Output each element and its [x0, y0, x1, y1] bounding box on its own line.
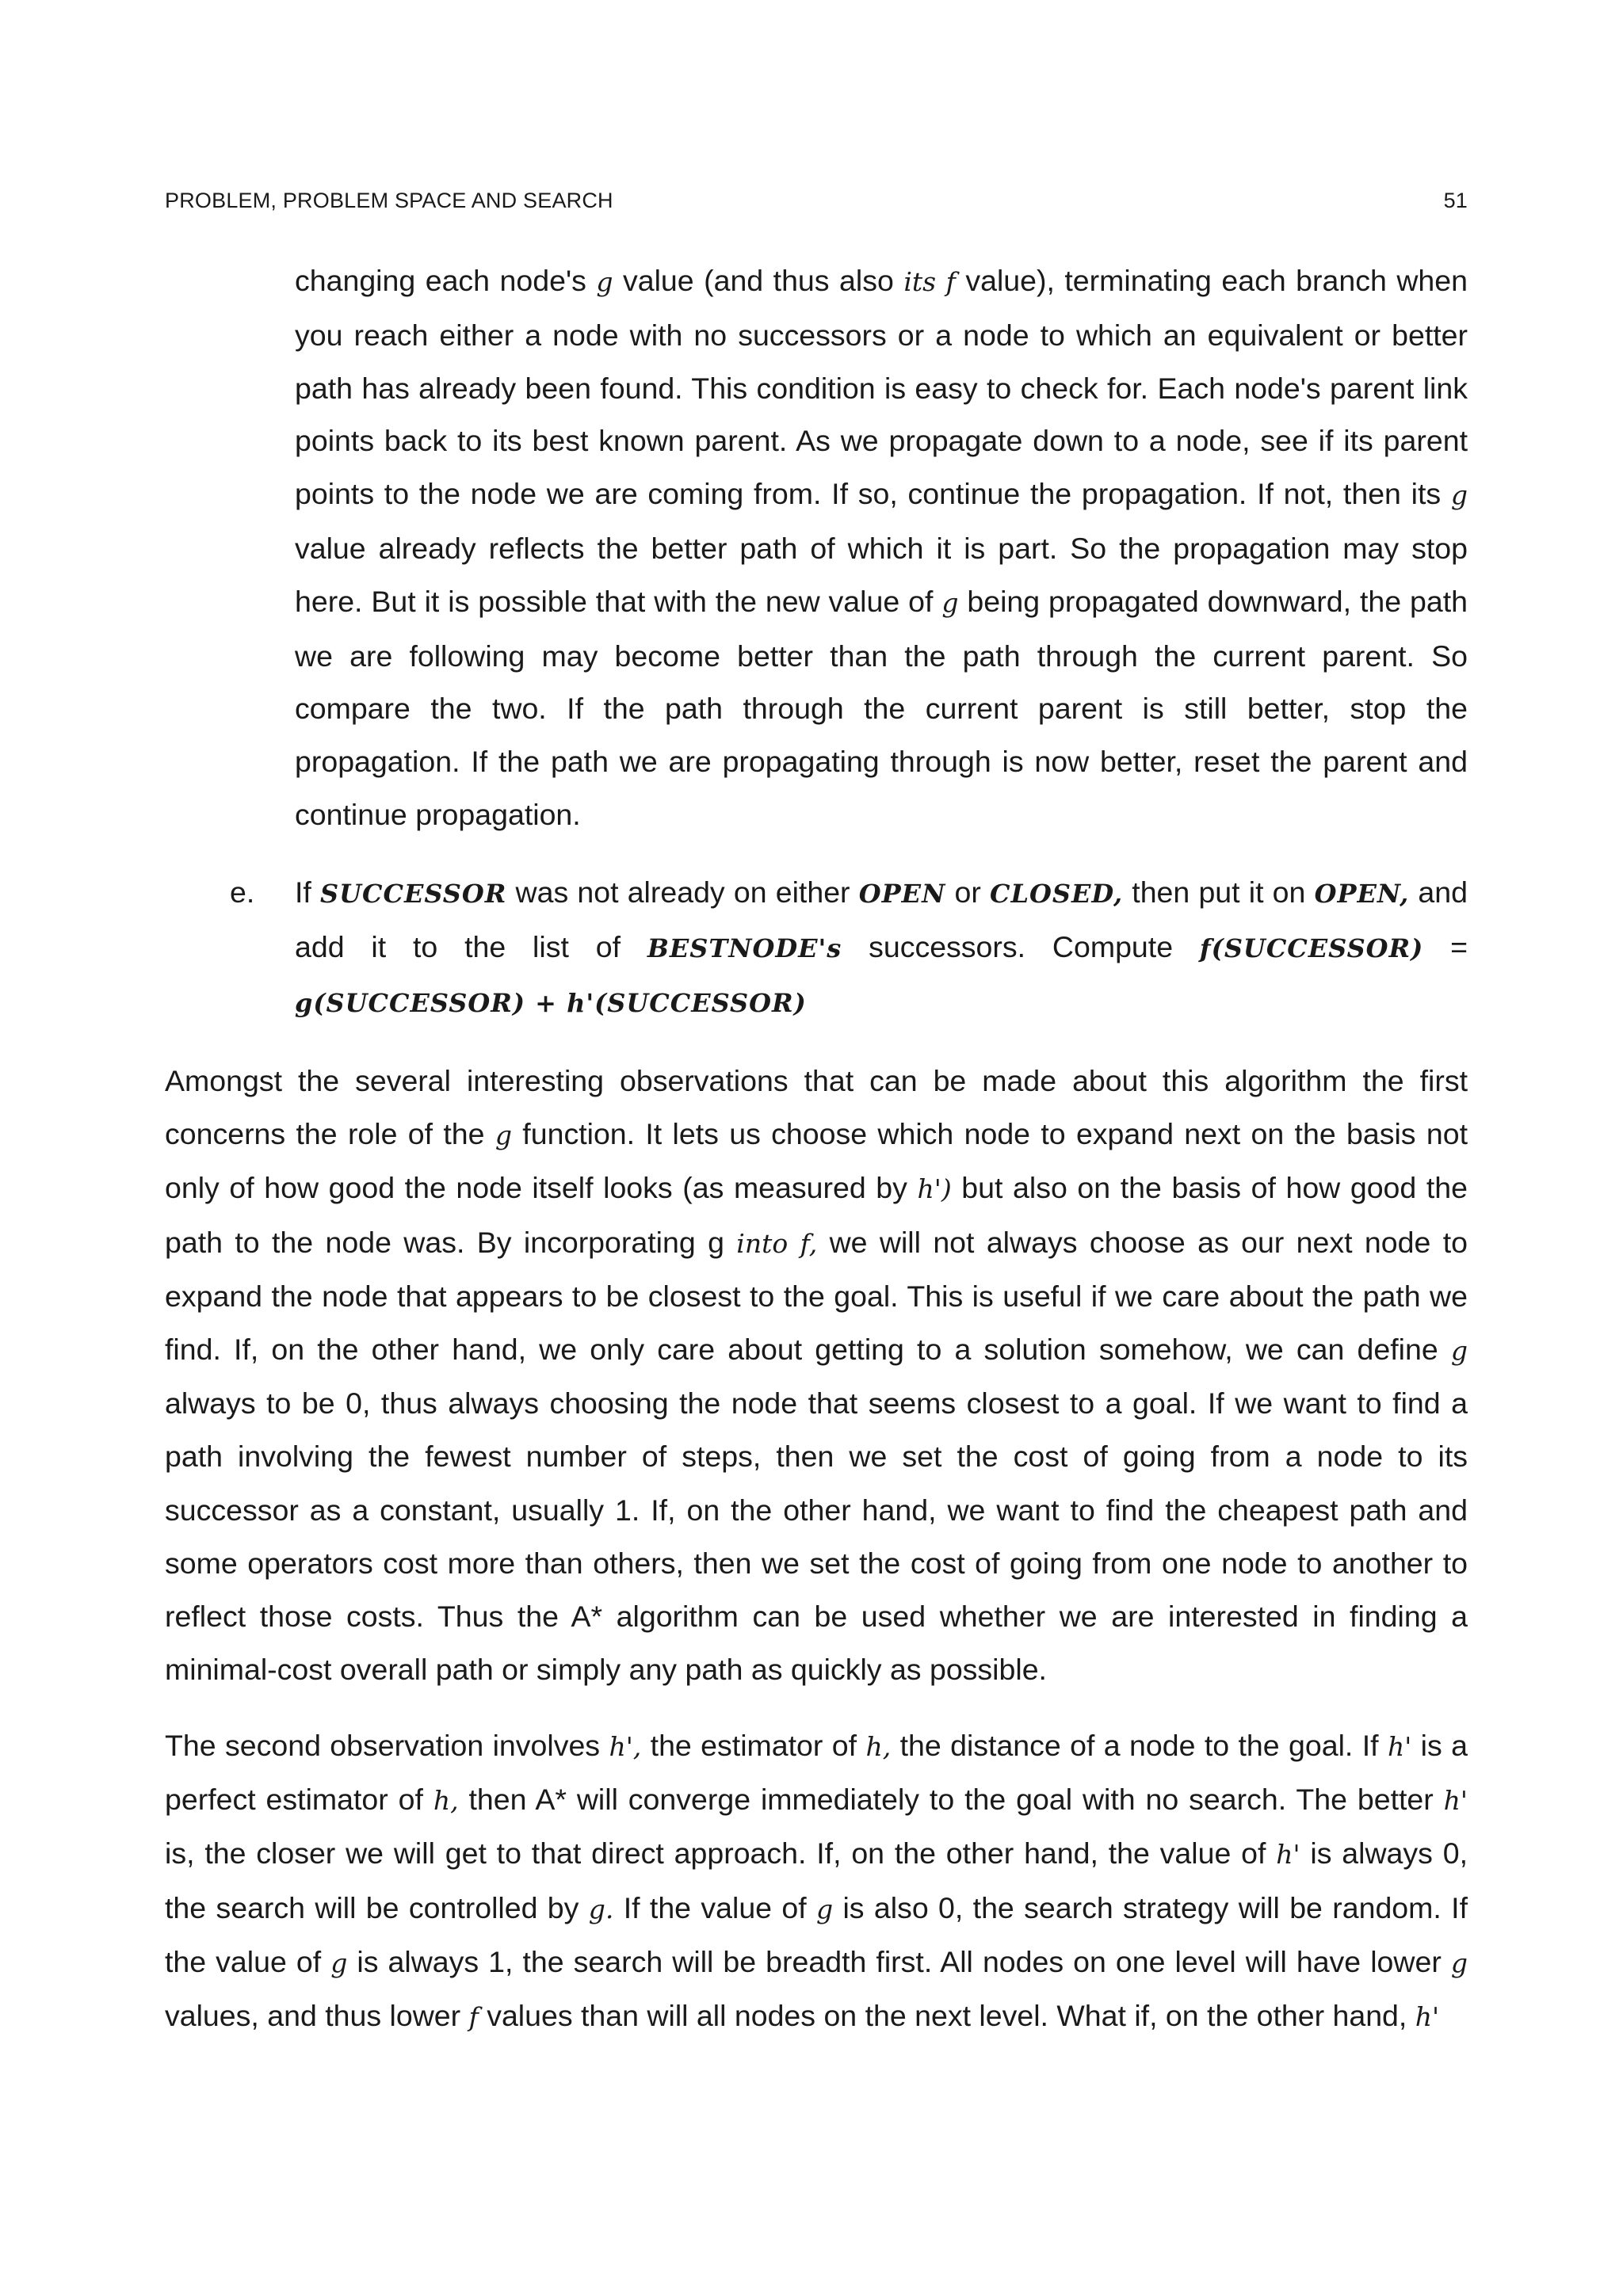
formula-g-plus-h: g(SUCCESSOR) + h'(SUCCESSOR) [295, 987, 807, 1018]
formula-f-successor: f(SUCCESSOR) [1199, 933, 1424, 963]
var-g: g [495, 1119, 512, 1151]
var-h-prime: h' [1415, 2001, 1440, 2033]
var-h: h, [865, 1731, 892, 1762]
running-title: PROBLEM, PROBLEM SPACE AND SEARCH [165, 189, 613, 212]
var-g: g [816, 1893, 834, 1924]
var-h-prime: h') [917, 1173, 952, 1205]
term-open: OPEN [858, 879, 946, 909]
var-g: g [1450, 479, 1468, 511]
term-successor: SUCCESSOR [320, 879, 507, 909]
var-h: h, [433, 1785, 459, 1817]
var-f: f [468, 2001, 479, 2033]
step-e-label: e. [230, 875, 255, 909]
step-d-continuation: changing each node's g value (and thus also its f value), terminating each branch when you reach either a node with no successors or a node to which an equivalent or better path has already been found. This condition is easy to check for. Each node's parent link points back to its best known parent. As we propagate down to a node, see if its parent points to the node we are coming from. If so, continue the propagation. If not, then its g value already reflects the better path of which it is part. So the propagation may stop here. But it is possible that with the new value of g being propagated downward, the path we are following may become better than the path through the current parent. So compare the two. If the path through the current parent is still better, stop the propagation. If the path we are propagating through is now better, reset the parent and continue propagation. [295, 264, 1468, 831]
var-into-f: into f, [736, 1227, 818, 1259]
var-g: g [1450, 1335, 1468, 1367]
var-g: g [1450, 1947, 1468, 1978]
var-g: g [941, 586, 959, 618]
page-number: 51 [1443, 189, 1468, 212]
var-g: g. [588, 1893, 614, 1924]
var-its-f: its f [903, 266, 956, 297]
var-h-prime: h' [1276, 1839, 1300, 1871]
page-header [165, 189, 1468, 213]
var-h-prime: h', [609, 1731, 642, 1762]
step-e-text: If SUCCESSOR was not already on either OPEN or CLOSED, then put it on OPEN, and add it to the list of BESTNODE's successors. Compute f(SUCCESSOR) = g(SUCCESSOR) + h'(SUCCESSOR) [295, 875, 1468, 1018]
term-open: OPEN, [1314, 879, 1410, 909]
var-g: g [596, 266, 613, 297]
var-h-prime: h' [1443, 1785, 1468, 1817]
paragraph-second-observation: The second observation involves h', the estimator of h, the distance of a node to the goal. If h' is a perfect estimator of h, then A* will converge immediately to the goal with no search. The better h' is, the closer we will get to that direct approach. If, on the other hand, the value of h' is always 0, the search will be controlled by g. If the value of g is also 0, the search strategy will be random. If the value of g is always 1, the search will be breadth first. All nodes on one level will have lower g values, and thus lower f values than will all nodes on the next level. What if, on the other hand, h' [165, 1729, 1468, 2033]
paragraph-observations: Amongst the several interesting observations that can be made about this algorithm the first concerns the role of the g function. It lets us choose which node to expand next on the basis not only of how good the node itself looks (as measured by h') but also on the basis of how good the path to the node was. By incorporating g into f, we will not always choose as our next node to expand the node that appears to be closest to the goal. This is useful if we care about the path we find. If, on the other hand, we only care about getting to a solution somehow, we can define g always to be 0, thus always choosing the node that seems closest to a goal. If we want to find a path involving the fewest number of steps, then we set the cost of going from a node to its successor as a constant, usually 1. If, on the other hand, we want to find the cheapest path and some operators cost more than others, then we set the cost of going from one node to another to reflect those costs. Thus the A* algorithm can be used whether we are interested in finding a minimal-cost overall path or simply any path as quickly as possible. [165, 1064, 1468, 1687]
var-h-prime: h' [1387, 1731, 1412, 1762]
term-bestnode: BESTNODE's [647, 933, 842, 963]
term-closed: CLOSED, [990, 879, 1124, 909]
var-g: g [330, 1947, 348, 1978]
